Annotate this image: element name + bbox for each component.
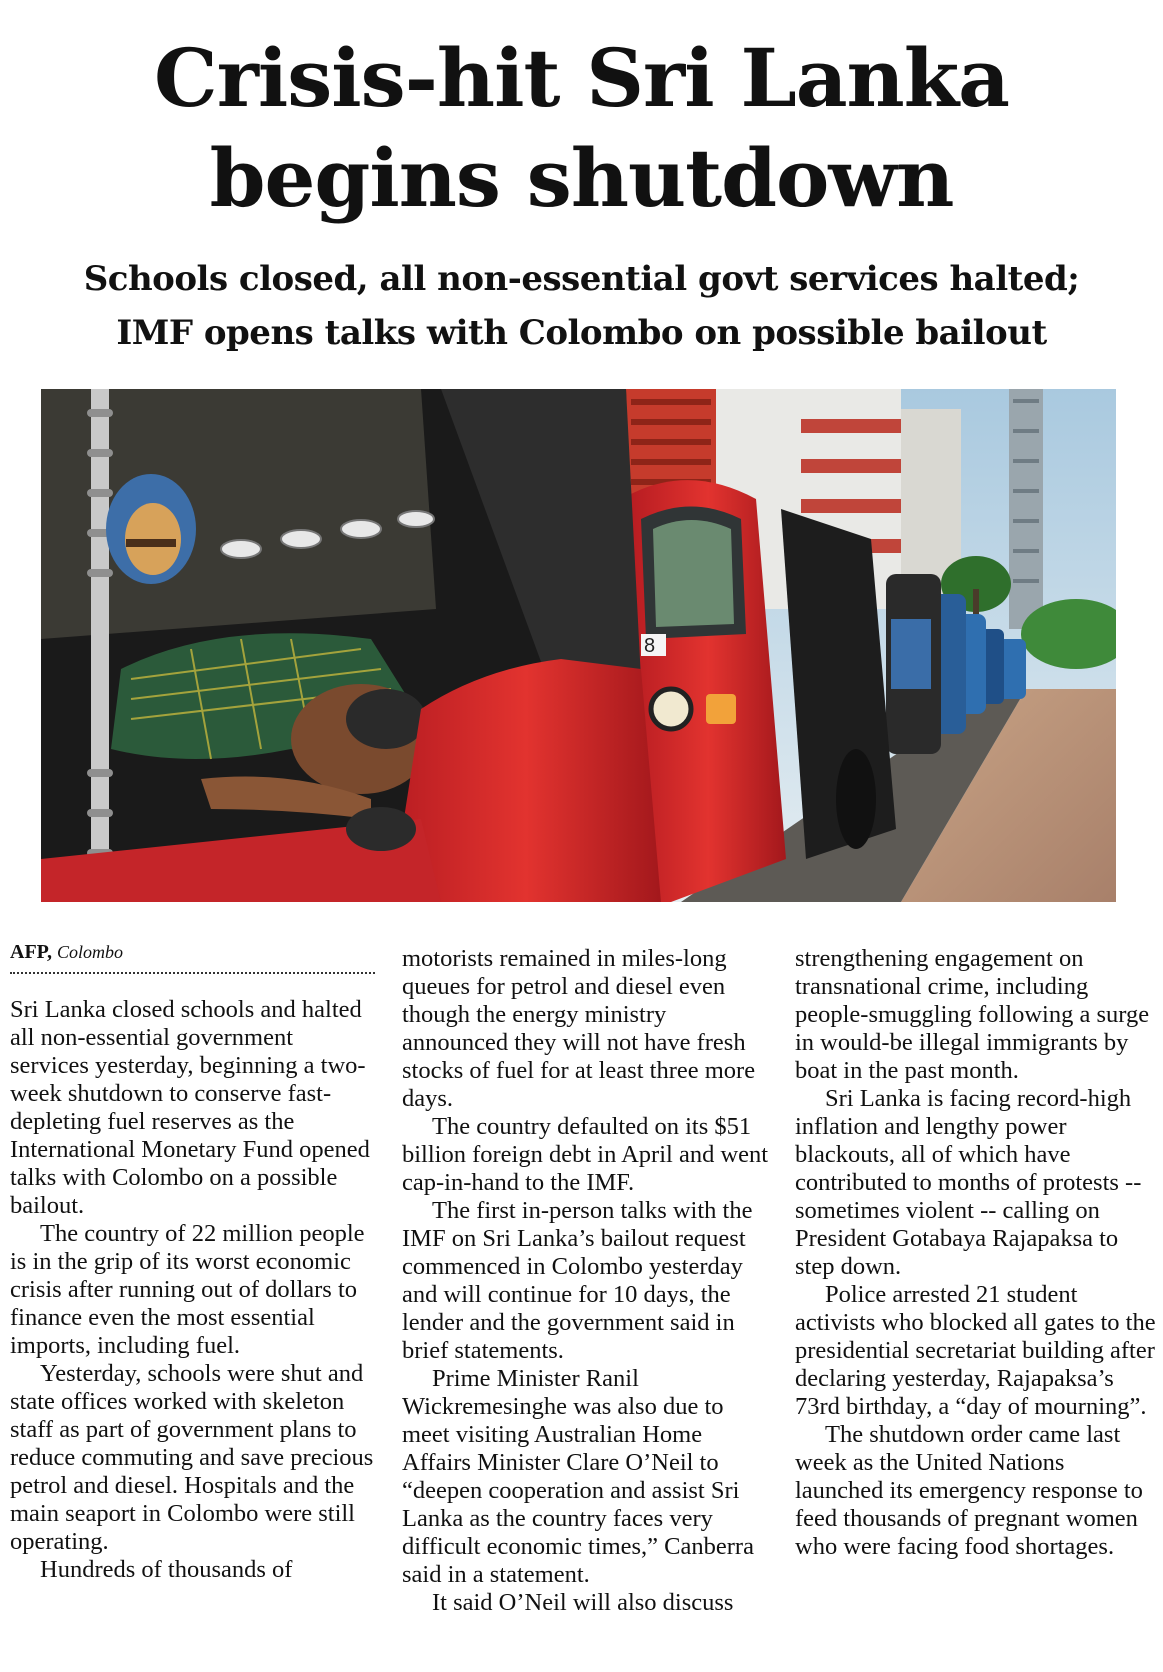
- article-column-3: [795, 945, 1157, 1561]
- byline-agency: AFP,: [10, 941, 53, 963]
- article-paragraph: Yesterday, schools were shut and state offices worked with skeleton staff as part of government plans to reduce commuting and save precious petrol and diesel. Hospitals and the main seaport in Colombo were still operating.: [10, 1360, 374, 1555]
- rickshaw-number: 8: [644, 635, 656, 657]
- byline: [10, 940, 375, 974]
- headline: [0, 28, 1163, 228]
- article-paragraph: motorists remained in miles-long queues for petrol and diesel even though the energy ministry announced they will not have fresh stocks of fuel for at least three more days.: [402, 945, 756, 1112]
- subheadline-line-2: IMF opens talks with Colombo on possible bailout: [116, 313, 1047, 353]
- article-paragraph: strengthening engagement on transnational crime, including people-smuggling following a surge in would-be illegal immigrants by boat in the past month.: [795, 945, 1150, 1084]
- subheadline: [0, 252, 1163, 360]
- headline-line-1: Crisis-hit Sri Lanka: [154, 31, 1009, 125]
- headline-line-2: begins shutdown: [209, 131, 954, 225]
- article-column-1: [10, 996, 378, 1584]
- article-column-2: [402, 945, 774, 1617]
- subheadline-line-1: Schools closed, all non-essential govt services halted;: [83, 259, 1080, 299]
- article-paragraph: The country of 22 million people is in the grip of its worst economic crisis after running out of dollars to finance even the most essential imports, including fuel.: [10, 1220, 365, 1359]
- article-paragraph: Police arrested 21 student activists who blocked all gates to the presidential secretariat building after declaring yesterday, Rajapaksa’s 73rd birthday, a “day of mourning”.: [795, 1281, 1156, 1420]
- article-paragraph: The first in-person talks with the IMF on Sri Lanka’s bailout request commenced in Colombo yesterday and will continue for 10 days, the lender and the government said in brief statements.: [402, 1197, 753, 1364]
- article-paragraph: Hundreds of thousands of: [40, 1556, 293, 1583]
- article-paragraph: Prime Minister Ranil Wickremesinghe was also due to meet visiting Australian Home Affairs Minister Clare O’Neil to “deepen cooperation and assist Sri Lanka as the country faces very difficult economic times,” Canberra said in a statement.: [402, 1365, 754, 1588]
- article-paragraph: Sri Lanka closed schools and halted all non-essential government services yesterday, beginning a two-week shutdown to conserve fast-depleting fuel reserves as the International Monetary Fund opened talks with Colombo on a possible bailout.: [10, 996, 370, 1219]
- news-photo-rickshaw-queue: [41, 389, 1116, 902]
- article-paragraph: The country defaulted on its $51 billion foreign debt in April and went cap-in-hand to the IMF.: [402, 1113, 769, 1196]
- article-paragraph: The shutdown order came last week as the United Nations launched its emergency response to feed thousands of pregnant women who were facing food shortages.: [795, 1421, 1143, 1560]
- byline-dateline: Colombo: [57, 942, 124, 962]
- article-paragraph: Sri Lanka is facing record-high inflation and lengthy power blackouts, all of which have contributed to months of protests -- sometimes violent -- calling on President Gotabaya Rajapaksa to step down.: [795, 1085, 1142, 1280]
- article-paragraph: It said O’Neil will also discuss: [432, 1589, 734, 1616]
